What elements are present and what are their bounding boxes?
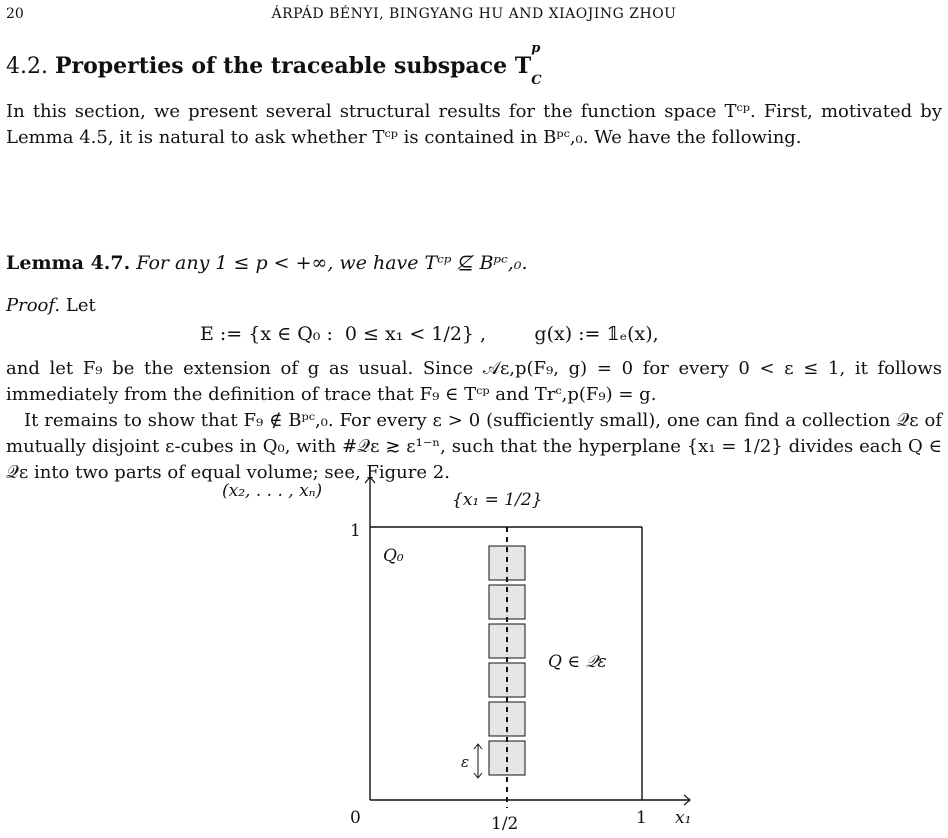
- intro-paragraph: In this section, we present several structural results for the function space Tᶜᵖ. First, motivated by Lemma 4.5, it is natural to ask whether Tᶜᵖ is contained in Bᵖᶜ,₀. We have the following.: [6, 101, 942, 148]
- section-number: 4.2.: [6, 54, 48, 79]
- square-label: Q₀: [383, 546, 404, 566]
- y-one-label: 1: [350, 521, 361, 541]
- x-axis-label: x₁: [675, 808, 692, 828]
- section-title-sub: C: [531, 73, 542, 89]
- section-title-main: Properties of the traceable subspace T: [54, 53, 532, 79]
- section-title-sup: p: [531, 41, 541, 56]
- origin-label: 0: [350, 808, 361, 828]
- proof-intro: Let: [65, 295, 96, 316]
- proof-paragraph-2: It remains to show that F₉ ∉ Bᵖᶜ,₀. For every ε > 0 (sufficiently small), one can find a collection 𝒬ε of mutually disjoint ε-cubes in Q₀, with #𝒬ε ≳ ε¹⁻ⁿ, such that the hyperplane {x₁ = 1/2} divides each Q ∈ 𝒬ε into two parts of equal volume; see, Figure 2.: [6, 410, 942, 483]
- proof-paragraph-1: and let F₉ be the extension of g as usual. Since 𝒜ε,p(F₉, g) = 0 for every 0 < ε ≤ 1, it follows immediately from the definition of trace that F₉ ∈ Tᶜᵖ and Trᶜ,p(F₉) = g.: [6, 358, 942, 405]
- lemma-statement: For any 1 ≤ p < +∞, we have Tᶜᵖ ⊈ Bᵖᶜ,₀.: [136, 252, 528, 274]
- y-axis-label: (x₂, . . . , xₙ): [222, 481, 323, 501]
- running-authors: ÁRPÁD BÉNYI, BINGYANG HU AND XIAOJING ZHOU: [271, 6, 677, 22]
- display-equation: E := {x ∈ Q₀ : 0 ≤ x₁ < 1/2} , g(x) := 𝟙ₑ(x),: [200, 323, 659, 345]
- cube-label: Q ∈ 𝒬ε: [548, 652, 607, 672]
- lemma-label: Lemma 4.7.: [6, 252, 131, 274]
- x-one-label: 1: [636, 808, 647, 828]
- epsilon-label: ε: [461, 753, 470, 771]
- proof-label: Proof.: [6, 295, 61, 316]
- hyperplane-label: {x₁ = 1/2}: [452, 490, 543, 510]
- page-number: 20: [6, 6, 24, 22]
- x-half-label: 1/2: [491, 814, 519, 834]
